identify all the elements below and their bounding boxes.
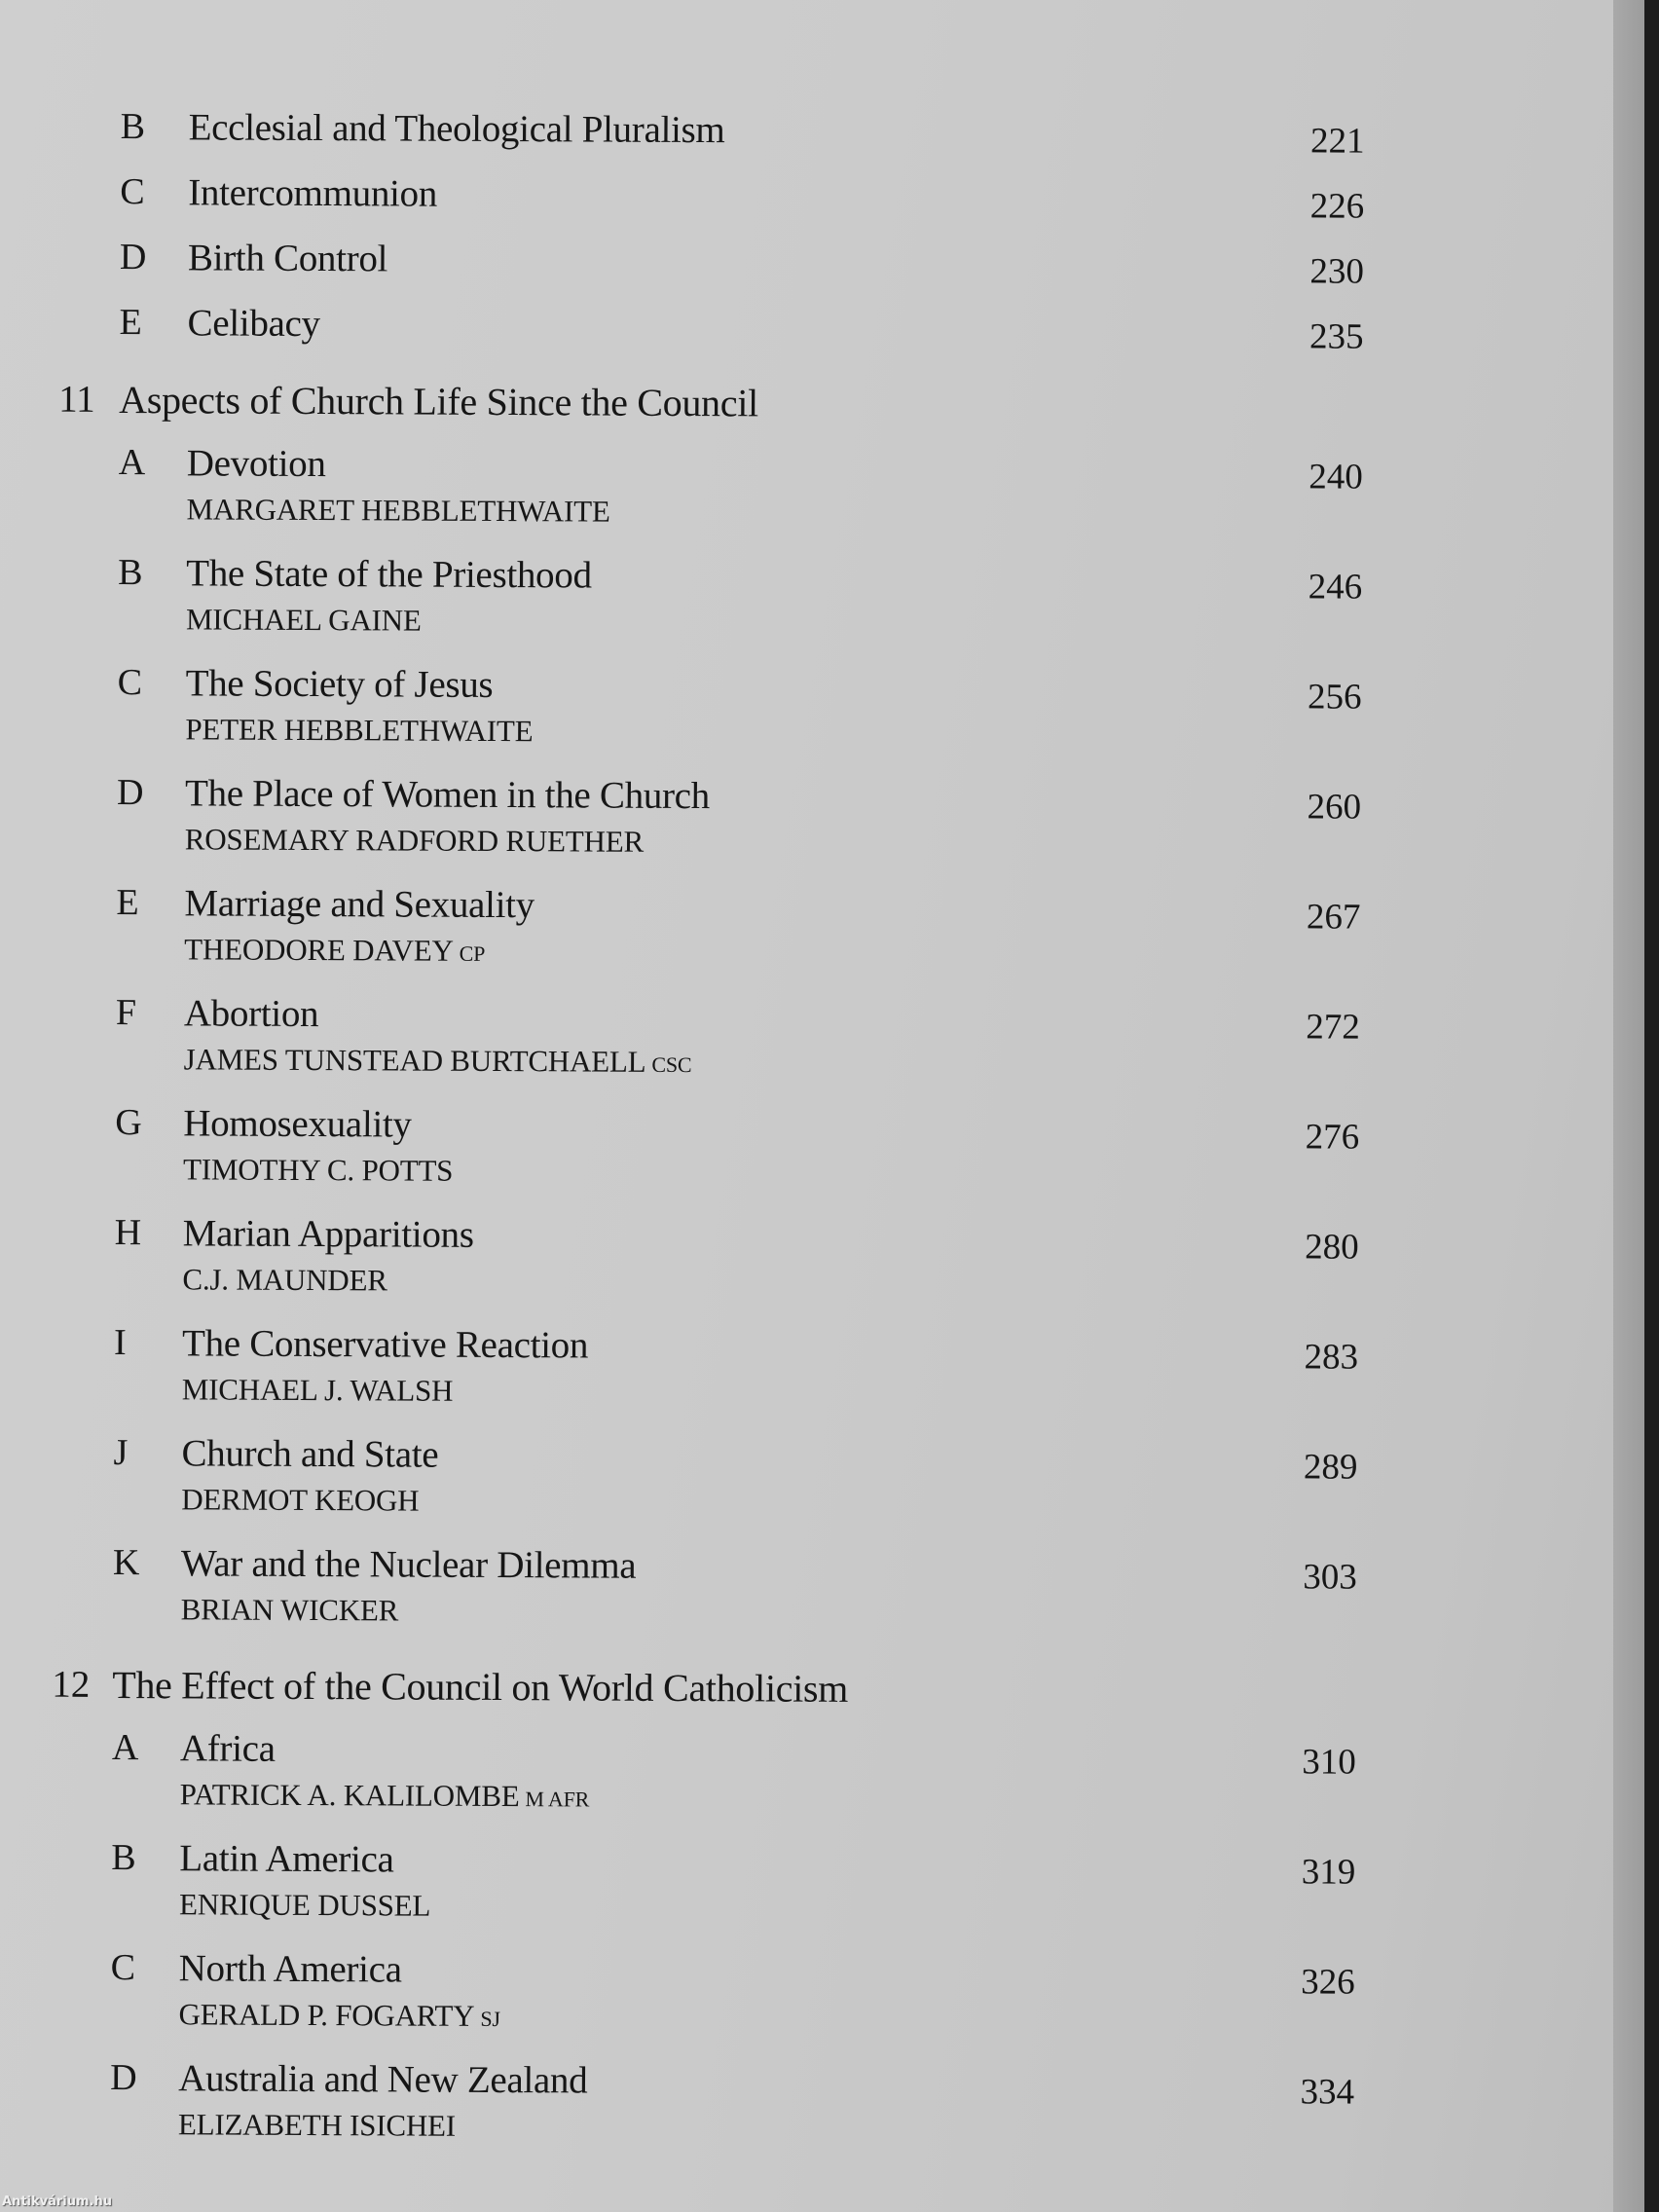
- author-order-suffix: CSC: [651, 1051, 692, 1078]
- entry-letter: G: [115, 1101, 142, 1144]
- toc-entry[interactable]: [3, 549, 1386, 666]
- toc-entry[interactable]: [2, 659, 1385, 776]
- page-number: 276: [1305, 1117, 1360, 1158]
- toc-entry[interactable]: [0, 2054, 1378, 2171]
- entry-letter: H: [114, 1211, 142, 1254]
- toc-entry[interactable]: [0, 1429, 1382, 1546]
- author-name: MICHAEL GAINE: [185, 602, 422, 638]
- entry-title: Marian Apparitions: [182, 1212, 474, 1256]
- entry-author: [184, 926, 485, 977]
- toc-entry[interactable]: [1, 879, 1384, 996]
- page-number: 230: [1309, 251, 1364, 292]
- page-number: 280: [1305, 1227, 1359, 1268]
- entry-author: [185, 816, 644, 864]
- toc-entry[interactable]: [0, 1944, 1379, 2061]
- entry-title: Australia and New Zealand: [178, 2057, 588, 2102]
- entry-letter: J: [113, 1431, 129, 1474]
- entry-letter: C: [110, 1946, 136, 1989]
- author-name: PETER HEBBLETHWAITE: [185, 712, 534, 749]
- entry-letter: D: [116, 771, 144, 814]
- entry-author: [178, 1991, 500, 2042]
- entry-letter: D: [119, 236, 147, 278]
- entry-title: The State of the Priesthood: [186, 552, 592, 597]
- entry-author: [186, 486, 609, 534]
- author-name: MARGARET HEBBLETHWAITE: [186, 492, 610, 529]
- entry-letter: C: [120, 170, 145, 213]
- watermark: Antikvárium.hu: [2, 2194, 112, 2209]
- page-number: 283: [1304, 1337, 1359, 1378]
- author-name: MICHAEL J. WALSH: [181, 1372, 454, 1408]
- author-order-suffix: SJ: [480, 2006, 500, 2032]
- chapter-heading[interactable]: [0, 1661, 1380, 1731]
- entry-letter: I: [113, 1321, 127, 1364]
- toc-entry[interactable]: [5, 168, 1387, 240]
- toc-entry[interactable]: [4, 299, 1386, 371]
- page-number: 246: [1308, 567, 1363, 608]
- entry-letter: E: [119, 301, 142, 344]
- toc-entry[interactable]: [5, 103, 1387, 175]
- entry-letter: E: [116, 881, 139, 924]
- entry-title: Intercommunion: [188, 171, 438, 215]
- entry-title: Birth Control: [187, 237, 388, 280]
- toc-entry[interactable]: [0, 1209, 1382, 1326]
- book-spine-shadow: [1644, 0, 1659, 2212]
- entry-title: Abortion: [183, 992, 319, 1036]
- entry-title: Church and State: [181, 1432, 439, 1476]
- entry-letter: A: [118, 441, 146, 484]
- entry-title: Ecclesial and Theological Pluralism: [188, 106, 725, 152]
- entry-letter: K: [112, 1541, 140, 1584]
- toc-entry[interactable]: [0, 1724, 1380, 1841]
- page-number: 334: [1300, 2072, 1355, 2113]
- entry-title: Celibacy: [187, 302, 320, 346]
- entry-author: [183, 1146, 453, 1193]
- table-of-contents: [0, 103, 1388, 2171]
- entry-title: North America: [178, 1947, 402, 1991]
- entry-title: The Conservative Reaction: [181, 1322, 589, 1367]
- toc-entry[interactable]: [2, 769, 1385, 886]
- author-name: C.J. MAUNDER: [182, 1262, 387, 1298]
- toc-entry[interactable]: [0, 989, 1383, 1106]
- author-order-suffix: M AFR: [525, 1787, 590, 1812]
- entry-letter: B: [118, 551, 143, 594]
- entry-title: War and the Nuclear Dilemma: [180, 1542, 637, 1587]
- page-number: 267: [1306, 897, 1361, 938]
- entry-author: [186, 596, 422, 643]
- entry-title: Devotion: [186, 442, 326, 486]
- page-number: 303: [1303, 1557, 1357, 1598]
- entry-letter: A: [111, 1726, 139, 1769]
- entry-title: Latin America: [179, 1837, 394, 1881]
- entry-author: [181, 1476, 419, 1523]
- toc-entry[interactable]: [0, 1319, 1382, 1436]
- entry-author: [180, 1771, 590, 1822]
- author-name: ELIZABETH ISICHEI: [177, 2107, 457, 2143]
- page-number: 240: [1309, 457, 1363, 498]
- author-name: DERMOT KEOGH: [181, 1482, 420, 1518]
- chapter-title: The Effect of the Council on World Catholicism: [112, 1662, 849, 1711]
- entry-author: [185, 706, 533, 754]
- entry-author: [182, 1366, 454, 1413]
- author-name: THEODORE DAVEY: [184, 932, 454, 968]
- author-name: PATRICK A. KALILOMBE: [179, 1777, 520, 1814]
- entry-author: [179, 1881, 430, 1928]
- page-number: 272: [1306, 1007, 1360, 1048]
- page-number: 326: [1301, 1962, 1355, 2003]
- chapter-number: 11: [58, 378, 95, 421]
- page-number: 226: [1309, 186, 1365, 227]
- page-number: 310: [1302, 1742, 1356, 1783]
- page-edge: [1613, 0, 1644, 2212]
- entry-author: [181, 1586, 399, 1633]
- page-number: 319: [1301, 1852, 1356, 1893]
- entry-title: The Place of Women in the Church: [184, 772, 711, 818]
- entry-author: [183, 1036, 691, 1088]
- page-number: 235: [1309, 316, 1364, 357]
- page-number: 221: [1309, 121, 1365, 162]
- toc-entry[interactable]: [5, 234, 1387, 306]
- author-name: GERALD P. FOGARTY: [178, 1997, 475, 2033]
- toc-entry[interactable]: [0, 1099, 1382, 1216]
- entry-title: Africa: [179, 1727, 276, 1770]
- page-number: 256: [1307, 677, 1362, 718]
- chapter-title: Aspects of Church Life Since the Council: [119, 377, 759, 425]
- chapter-number: 12: [52, 1663, 91, 1706]
- entry-author: [178, 2101, 456, 2148]
- entry-letter: D: [110, 2056, 137, 2099]
- entry-letter: B: [111, 1836, 136, 1879]
- author-name: JAMES TUNSTEAD BURTCHAELL: [183, 1042, 646, 1079]
- author-name: ENRIQUE DUSSEL: [178, 1887, 431, 1923]
- page-number: 260: [1307, 787, 1362, 828]
- author-name: BRIAN WICKER: [180, 1592, 399, 1628]
- entry-author: [182, 1256, 387, 1303]
- entry-letter: C: [117, 661, 143, 704]
- toc-entry[interactable]: [0, 1539, 1381, 1656]
- toc-entry[interactable]: [3, 439, 1386, 556]
- toc-entry[interactable]: [0, 1834, 1379, 1951]
- chapter-heading[interactable]: [4, 376, 1386, 446]
- author-order-suffix: CP: [459, 940, 486, 966]
- entry-title: The Society of Jesus: [185, 662, 494, 706]
- author-name: ROSEMARY RADFORD RUETHER: [184, 822, 645, 859]
- entry-title: Marriage and Sexuality: [184, 882, 535, 927]
- entry-title: Homosexuality: [183, 1102, 412, 1146]
- entry-letter: F: [115, 991, 137, 1034]
- page-number: 289: [1303, 1447, 1358, 1488]
- author-name: TIMOTHY C. POTTS: [182, 1152, 454, 1188]
- entry-letter: B: [120, 105, 146, 148]
